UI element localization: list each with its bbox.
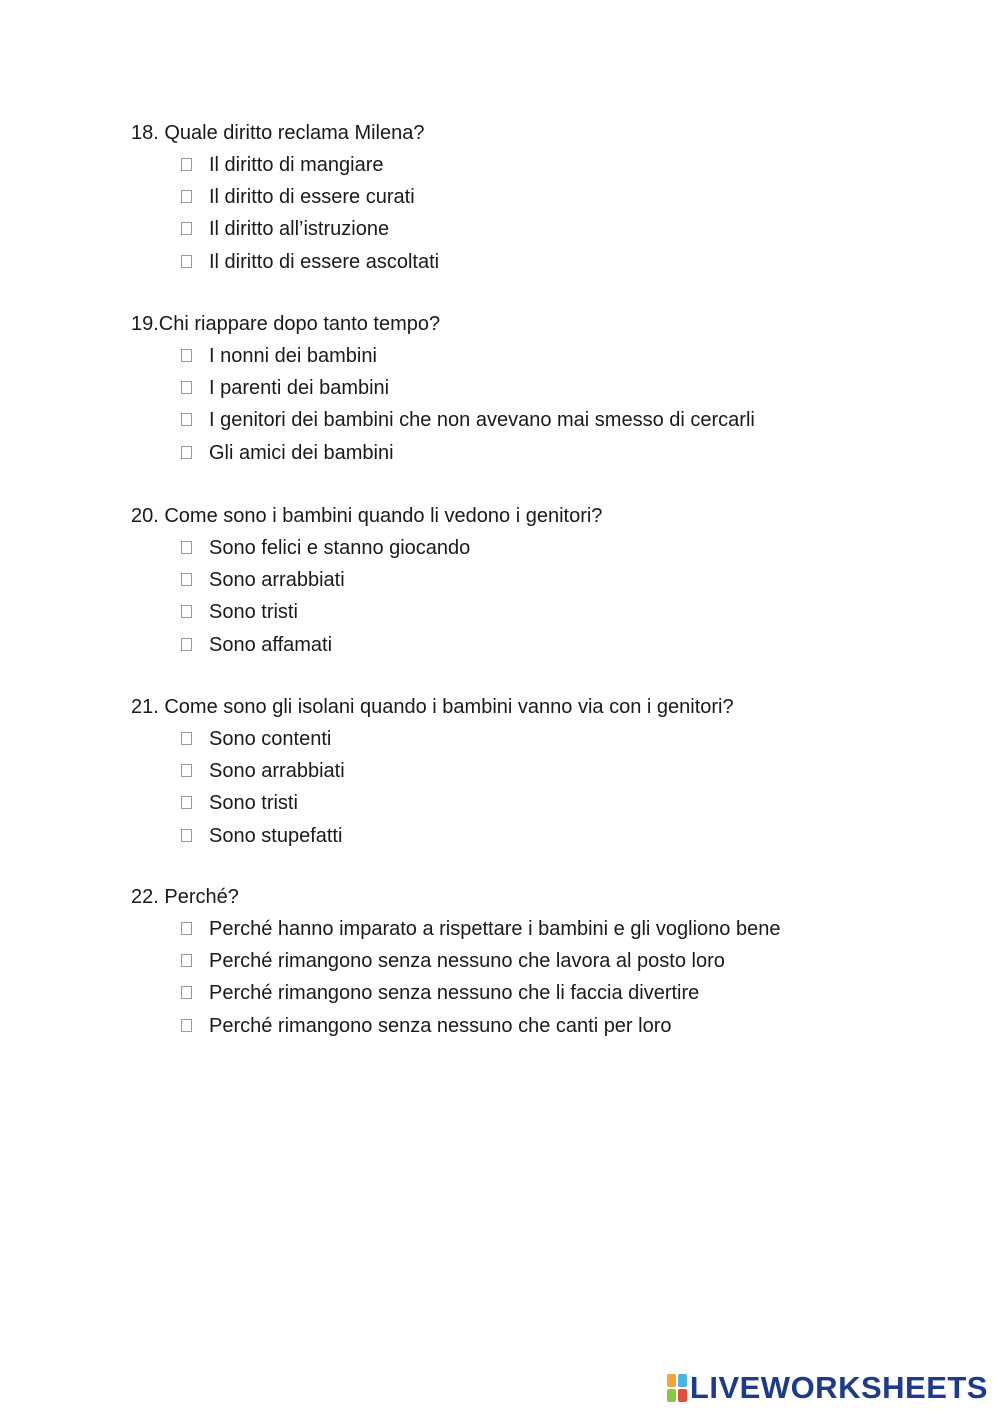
- question-text: 19.Chi riappare dopo tanto tempo?: [131, 313, 441, 335]
- option-label: Perché rimangono senza nessuno che canti per loro: [209, 1014, 672, 1037]
- checkbox[interactable]: [181, 349, 192, 362]
- option-label: Il diritto di essere curati: [209, 186, 415, 209]
- question-text: 22. Perché?: [131, 886, 239, 908]
- logo-tile: [678, 1389, 687, 1402]
- option-item: [131, 787, 931, 819]
- checkbox[interactable]: [181, 158, 192, 171]
- option-label: Gli amici dei bambini: [209, 441, 394, 464]
- option-item: [131, 246, 931, 278]
- checkbox[interactable]: [181, 829, 192, 842]
- option-item: [131, 532, 931, 564]
- option-label: Il diritto all’istruzione: [209, 218, 390, 241]
- checkbox[interactable]: [181, 381, 192, 394]
- option-label: Sono stupefatti: [209, 824, 343, 847]
- option-label: Il diritto di essere ascoltati: [209, 250, 440, 273]
- option-item: [131, 755, 931, 787]
- option-label: Il diritto di mangiare: [209, 154, 384, 176]
- option-label: Sono felici e stanno giocando: [209, 537, 471, 559]
- option-list: [131, 913, 931, 1042]
- checkbox[interactable]: [181, 413, 192, 426]
- logo-tile: [667, 1374, 676, 1387]
- option-item: [131, 1010, 931, 1042]
- option-item: [131, 723, 931, 755]
- option-label: Sono tristi: [209, 792, 298, 815]
- checkbox[interactable]: [181, 764, 192, 777]
- checkbox[interactable]: [181, 954, 192, 967]
- question-22: [131, 881, 931, 1042]
- option-label: Sono arrabbiati: [209, 569, 345, 592]
- option-item: [131, 596, 931, 628]
- checkbox[interactable]: [181, 1019, 192, 1032]
- option-label: I parenti dei bambini: [209, 377, 390, 400]
- question-20: [131, 500, 931, 661]
- option-item: [131, 372, 931, 404]
- checkbox[interactable]: [181, 922, 192, 935]
- option-item: [131, 404, 931, 436]
- checkbox[interactable]: [181, 986, 192, 999]
- option-label: I genitori dei bambini che non avevano mai smesso di cercarli: [209, 409, 755, 432]
- option-item: [131, 945, 931, 977]
- checkbox[interactable]: [181, 190, 192, 203]
- checkbox[interactable]: [181, 796, 192, 809]
- liveworksheets-logo-icon: [667, 1374, 687, 1402]
- option-item: [131, 213, 931, 245]
- option-item: [131, 977, 931, 1009]
- option-item: [131, 820, 931, 852]
- checkbox[interactable]: [181, 222, 192, 235]
- checkbox[interactable]: [181, 638, 192, 651]
- checkbox[interactable]: [181, 605, 192, 618]
- option-item: [131, 149, 931, 181]
- checkbox[interactable]: [181, 446, 192, 459]
- liveworksheets-brand: [667, 1372, 988, 1404]
- option-label: Perché rimangono senza nessuno che lavora al posto loro: [209, 950, 725, 973]
- option-list: [131, 149, 931, 278]
- option-label: Perché rimangono senza nessuno che li faccia divertire: [209, 982, 700, 1005]
- option-list: [131, 723, 931, 852]
- logo-tile: [678, 1374, 687, 1387]
- option-label: Sono contenti: [209, 728, 332, 750]
- option-item: [131, 913, 931, 945]
- option-label: Sono tristi: [209, 601, 298, 624]
- brand-name: LIVEWORKSHEETS: [689, 1370, 988, 1405]
- question-text: 18. Quale diritto reclama Milena?: [131, 122, 425, 144]
- question-21: [131, 691, 931, 852]
- option-list: [131, 340, 931, 469]
- option-item: [131, 564, 931, 596]
- option-label: Perché hanno imparato a rispettare i bambini e gli vogliono bene: [209, 918, 781, 940]
- question-19: [131, 308, 931, 469]
- question-text: 21. Come sono gli isolani quando i bambini vanno via con i genitori?: [131, 696, 734, 718]
- question-text: 20. Come sono i bambini quando li vedono i genitori?: [131, 505, 603, 527]
- checkbox[interactable]: [181, 732, 192, 745]
- checkbox[interactable]: [181, 255, 192, 268]
- option-item: [131, 437, 931, 469]
- option-label: Sono arrabbiati: [209, 760, 345, 783]
- checkbox[interactable]: [181, 541, 192, 554]
- option-label: I nonni dei bambini: [209, 345, 377, 367]
- checkbox[interactable]: [181, 573, 192, 586]
- logo-tile: [667, 1389, 676, 1402]
- option-item: [131, 181, 931, 213]
- option-item: [131, 629, 931, 661]
- option-label: Sono affamati: [209, 633, 333, 656]
- question-18: [131, 117, 931, 278]
- option-list: [131, 532, 931, 661]
- option-item: [131, 340, 931, 372]
